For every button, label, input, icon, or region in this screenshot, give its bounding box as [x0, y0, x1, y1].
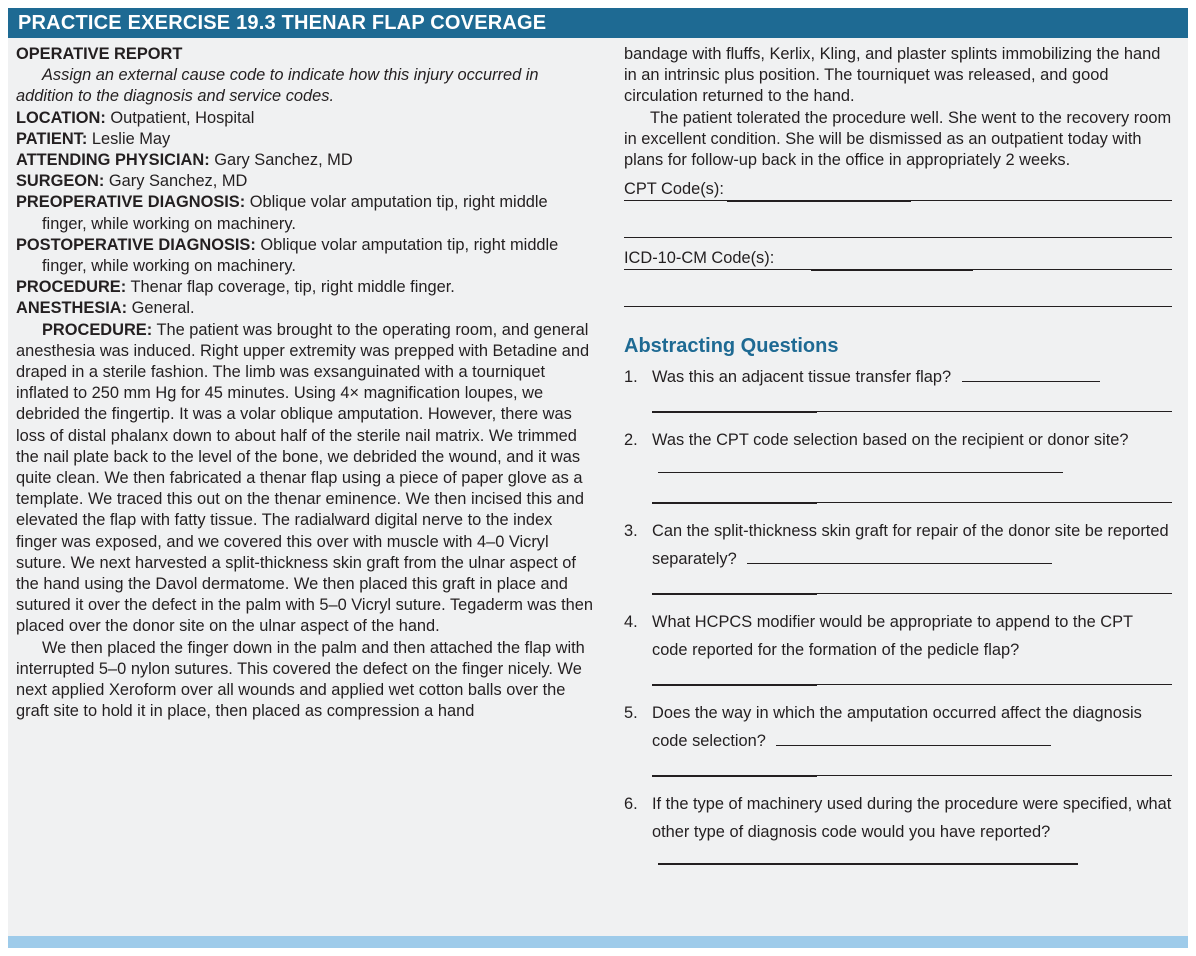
field-value: Outpatient, Hospital [105, 108, 255, 127]
answer-line[interactable] [652, 664, 1172, 685]
field-value: Gary Sanchez, MD [209, 151, 353, 170]
question-number: 2. [624, 431, 638, 450]
field-preoperative-diagnosis [16, 192, 596, 234]
abstracting-heading: Abstracting Questions [624, 335, 839, 358]
procedure-text: The patient was brought to the operating room, and general anesthesia was induced. Right upper extremity was prepped with Betadine and draped in a sterile fashion. The limb was exsanguinated with a tourniquet inflated to 250 mm Hg for 45 minutes. Using 4× magnification loupes, we debrided the fingertip. It was a volar oblique amputation. However, there was loss of distal phalanx down to about half of the sterile nail matrix. We trimmed the nail plate back to the level of the bone, we debrided the wound, and it was quite clean. We then fabricated a thenar flap using a piece of paper glove as a template. We traced this out on the thenar eminence. We then incised this and elevated the flap with fatty tissue. The radialward digital nerve to the index finger was exposed, and we covered this over with muscle with 4–0 Vicryl suture. We next harvested a split-thickness skin graft from the ulnar aspect of the hand using the Davol dermatome. We then placed this graft in place and sutured it over the defect in the palm with 5–0 Vicryl suture. Tegaderm was then placed over the donor site on the ulnar aspect of the hand. [16, 320, 594, 636]
icd-code-answer-line [811, 269, 973, 271]
cpt-code-answer-line [727, 200, 911, 202]
bottom-rule [8, 936, 1188, 948]
answer-line-bold [652, 502, 817, 504]
field-anesthesia [16, 298, 596, 319]
field-label: ATTENDING PHYSICIAN: [16, 151, 210, 170]
answer-line[interactable] [652, 573, 1172, 594]
procedure-label: PROCEDURE: [42, 320, 153, 339]
question-5 [624, 699, 1172, 755]
question-text: Was this an adjacent tissue transfer flap? [652, 368, 952, 387]
question-2 [624, 426, 1172, 482]
field-value: Oblique volar amputation tip, right middle finger, while working on machinery. [42, 193, 548, 233]
question-text: What HCPCS modifier would be appropriate to append to the CPT code reported for the formation of the pedicle flap? [652, 613, 1133, 660]
right-column [624, 44, 1172, 874]
answer-blank[interactable] [776, 744, 1051, 746]
cpt-code-extra-line[interactable] [624, 201, 1172, 238]
question-text: If the type of machinery used during the procedure were specified, what other type of diagnosis code would you have reported? [652, 795, 1172, 842]
procedure-paragraph [16, 320, 596, 638]
exercise-title: PRACTICE EXERCISE 19.3 THENAR FLAP COVERAGE [8, 8, 1188, 38]
field-surgeon [16, 171, 596, 192]
field-value: General. [127, 299, 195, 318]
question-6 [624, 790, 1172, 874]
question-number: 5. [624, 704, 638, 723]
answer-blank[interactable] [747, 562, 1052, 564]
report-heading: OPERATIVE REPORT [16, 45, 183, 63]
icd-code-extra-line[interactable] [624, 270, 1172, 307]
procedure-paragraph-2: We then placed the finger down in the palm and then attached the flap with interrupted 5–0 nylon sutures. This covered the defect on the finger nicely. We next applied Xeroform over all wounds and applied wet cotton balls over the graft site to hold it in place, then placed as compression a hand [16, 638, 585, 721]
question-text: Does the way in which the amputation occurred affect the diagnosis code selection? [652, 704, 1142, 751]
question-3 [624, 517, 1172, 573]
answer-line-bold [652, 775, 817, 777]
field-location [16, 108, 596, 129]
question-text: Can the split-thickness skin graft for repair of the donor site be reported separately? [652, 522, 1169, 569]
field-label: SURGEON: [16, 172, 105, 191]
field-label: PREOPERATIVE DIAGNOSIS: [16, 193, 246, 212]
field-label: PROCEDURE: [16, 278, 127, 297]
question-number: 1. [624, 368, 638, 387]
answer-line-bold [652, 684, 817, 686]
answer-line-bold [652, 411, 817, 413]
cpt-code-label: CPT Code(s): [624, 180, 728, 198]
answer-blank[interactable] [658, 471, 1063, 473]
answer-line[interactable] [652, 755, 1172, 776]
operative-report [16, 44, 596, 723]
report-instruction: Assign an external cause code to indicate how this injury occurred in addition to the diagnosis and service codes. [16, 66, 539, 106]
answer-blank[interactable] [658, 862, 1078, 865]
question-text: Was the CPT code selection based on the recipient or donor site? [652, 431, 1129, 450]
field-patient [16, 129, 596, 150]
answer-line[interactable] [652, 482, 1172, 503]
icd-code-field[interactable] [624, 248, 1172, 270]
field-attending-physician [16, 150, 596, 171]
field-procedure [16, 277, 596, 298]
field-label: POSTOPERATIVE DIAGNOSIS: [16, 235, 256, 254]
question-number: 4. [624, 613, 638, 632]
question-number: 6. [624, 795, 638, 814]
answer-line-bold [652, 593, 817, 595]
field-value: Thenar flap coverage, tip, right middle finger. [126, 278, 455, 297]
cpt-code-field[interactable] [624, 179, 1172, 201]
answer-blank[interactable] [962, 380, 1100, 382]
question-1 [624, 363, 1172, 391]
question-number: 3. [624, 522, 638, 541]
field-postoperative-diagnosis [16, 235, 596, 277]
icd-code-label: ICD-10-CM Code(s): [624, 249, 778, 267]
field-value: Oblique volar amputation tip, right middle finger, while working on machinery. [42, 235, 559, 276]
procedure-paragraph-3: The patient tolerated the procedure well. She went to the recovery room in excellent condition. She will be dismissed as an outpatient today with plans for follow-up back in the office in appropriately 2 weeks. [624, 108, 1172, 170]
field-label: LOCATION: [16, 108, 106, 127]
field-label: ANESTHESIA: [16, 299, 128, 318]
field-label: PATIENT: [16, 129, 88, 148]
answer-line[interactable] [652, 391, 1172, 412]
question-4 [624, 608, 1172, 664]
field-value: Gary Sanchez, MD [104, 172, 248, 191]
field-value: Leslie May [87, 129, 171, 148]
procedure-continuation: bandage with fluffs, Kerlix, Kling, and plaster splints immobilizing the hand in an intrinsic plus position. The tourniquet was released, and good circulation returned to the hand. [624, 45, 1161, 106]
